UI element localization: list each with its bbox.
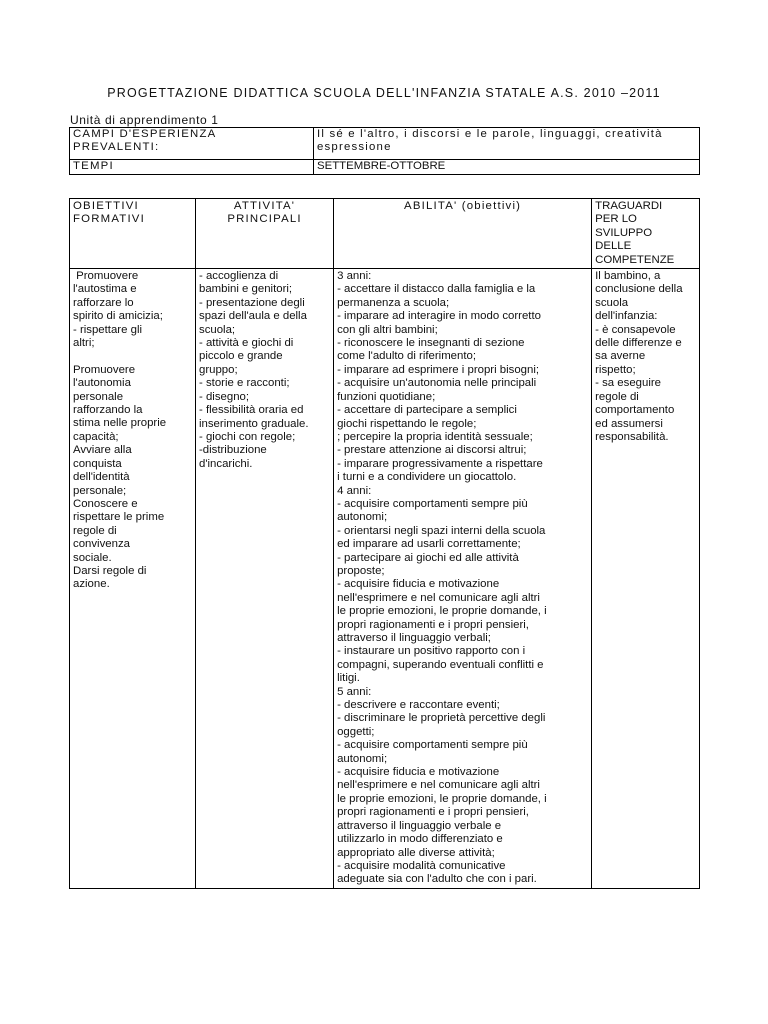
cell-line: dell'infanzia: [595,310,658,323]
cell-line: -distribuzione [199,444,267,457]
cell-line: delle differenze e [595,337,682,350]
cell-line: Conoscere e [73,497,138,510]
cell-line: azione. [73,578,110,591]
cell-line: rispettare le prime [73,511,165,524]
campi-label-line2: PREVALENTI: [73,141,160,154]
cell-line: l'autostima e [73,283,137,296]
document-title: PROGETTAZIONE DIDATTICA SCUOLA DELL'INFANZIA STATALE A.S. 2010 –2011 [107,86,661,100]
cell-line: autonomi; [337,511,388,524]
cell-line: l'autonomia [73,377,131,390]
cell-line: con gli altri bambini; [337,323,438,336]
header-attivita [196,199,334,269]
cell-line: - accettare il distacco dalla famiglia e la [337,283,536,296]
cell-line: gruppo; [199,363,238,376]
cell-line: - acquisire un'autonomia nelle principali [337,377,537,390]
cell-line: come l'adulto di riferimento; [337,350,477,363]
cell-line: stima nelle proprie [73,417,167,430]
cell-line: - partecipare ai giochi ed alle attività [337,551,519,564]
campi-value-cell [314,128,700,160]
main-table-header-row [70,199,700,269]
cell-line: oggetti; [337,725,375,738]
obiettivi-cell [70,269,196,889]
cell-line: - è consapevole [595,323,676,336]
cell-line: - flessibilità oraria ed [199,404,304,417]
cell-line: 5 anni: [337,685,372,698]
cell-line: regole di [73,524,117,537]
campi-value: Il sé e l'altro, i discorsi e le parole, linguaggi, creatività espressione [317,128,663,154]
cell-line: ed imparare ad usarli correttamente; [337,538,521,551]
cell-line: ; percepire la propria identità sessuale; [337,430,533,443]
cell-line: permanenza a scuola; [337,296,450,309]
cell-line: - rispettare gli [73,323,143,336]
cell-line: - acquisire comportamenti sempre più [337,497,528,510]
cell-line: - instaurare un positivo rapporto con i [337,645,526,658]
cell-line: personale; [73,484,127,497]
cell-line: propri ragionamenti e i propri pensieri, [337,806,529,819]
cell-line: - discriminare le proprietà percettive degli [337,712,546,725]
cell-line: convivenza [73,538,130,551]
tempi-value: SETTEMBRE-OTTOBRE [314,160,700,175]
cell-line: altri; [73,337,95,350]
cell-line: - acquisire comportamenti sempre più [337,739,528,752]
header-obiettivi-line2: FORMATIVI [73,213,145,226]
cell-line: attraverso il linguaggio verbali; [337,632,491,644]
cell-line: giochi rispettando le regole; [337,417,477,430]
main-table-body-row [70,269,700,889]
cell-line: capacità; [73,430,119,443]
cell-line: nell'esprimere e nel comunicare agli altri [337,779,540,792]
header-traguardi-line1: TRAGUARDI [595,200,663,212]
cell-line: d'incarichi. [199,457,253,470]
cell-line: - acquisire fiducia e motivazione [337,766,500,779]
cell-line: utilizzarlo in modo differenziato e [337,833,503,846]
cell-line: comportamento [595,404,675,417]
campi-label-cell [70,128,314,160]
header-traguardi-line2: PER LO [595,213,637,226]
cell-line: inserimento graduale. [199,417,309,430]
abilita-cell [334,269,592,889]
cell-line: compagni, superando eventuali conflitti e [337,658,544,671]
campi-row [70,128,700,160]
cell-line: 3 anni: [337,270,372,283]
cell-line: Il bambino, a [595,270,661,283]
cell-line: Promuovere [73,363,136,376]
cell-line: - presentazione degli [199,296,305,309]
cell-line: bambini e genitori; [199,283,293,296]
unit-label: Unità di apprendimento 1 [70,113,219,127]
cell-line: le proprie emozioni, le proprie domande, i [337,605,547,618]
header-abilita-text: ABILITA' (obiettivi) [404,200,522,212]
cell-line: - orientarsi negli spazi interni della scuola [337,524,546,537]
cell-line: - imparare progressivamente a rispettare [337,457,543,470]
cell-line: - descrivere e raccontare eventi; [337,699,500,712]
cell-line: - prestare attenzione ai discorsi altrui; [337,444,527,457]
cell-line: propri ragionamenti e i propri pensieri, [337,618,529,631]
cell-line: - imparare ad esprimere i propri bisogni; [337,363,540,376]
cell-line: - accettare di partecipare a semplici [337,404,517,417]
cell-line: - acquisire fiducia e motivazione [337,578,500,591]
cell-line: 4 anni: [337,484,372,497]
cell-line: piccolo e grande [199,350,283,363]
cell-line: responsabilità. [595,430,669,443]
cell-line: sa averne [595,350,646,363]
cell-line: spirito di amicizia; [73,310,163,323]
cell-line: - riconoscere le insegnanti di sezione [337,337,525,350]
header-table [69,127,700,175]
cell-line: nell'esprimere e nel comunicare agli altri [337,591,540,604]
cell-line: Promuovere [73,270,139,283]
cell-line: - disegno; [199,390,250,403]
header-obiettivi [70,199,196,269]
tempi-row [70,160,700,175]
main-table [69,198,700,889]
cell-line: - accoglienza di [199,270,279,283]
cell-line: autonomi; [337,752,388,765]
header-abilita [334,199,592,269]
cell-line: Darsi regole di [73,564,147,577]
cell-line: sociale. [73,551,112,564]
campi-label-line1: CAMPI D'ESPERIENZA [73,128,217,140]
cell-line: appropriato alle diverse attività; [337,846,495,859]
header-traguardi-line4: DELLE [595,240,632,253]
cell-line: - imparare ad interagire in modo corretto [337,310,541,323]
attivita-cell [196,269,334,889]
cell-line: attraverso il linguaggio verbale e [337,819,502,832]
cell-line: Avviare alla [73,444,132,457]
cell-line: i turni e a condividere un giocattolo. [337,471,517,484]
header-traguardi-line5: COMPETENZE [595,253,675,266]
cell-line: regole di [595,390,639,403]
cell-line: ed assumersi [595,417,663,430]
cell-line: le proprie emozioni, le proprie domande, i [337,792,547,805]
cell-line: rafforzando la [73,404,143,417]
cell-line: funzioni quotidiane; [337,390,436,403]
cell-line: - attività e giochi di [199,337,294,350]
header-obiettivi-line1: OBIETTIVI [73,200,139,212]
cell-line [73,350,192,363]
cell-line: conquista [73,457,122,470]
cell-line: rafforzare lo [73,296,134,309]
cell-line: - acquisire modalità comunicative [337,859,506,872]
traguardi-cell [592,269,700,889]
cell-line: litigi. [337,672,360,685]
cell-line: proposte; [337,564,385,577]
cell-line: adeguate sia con l'adulto che con i pari. [337,873,537,886]
cell-line: - sa eseguire [595,377,661,390]
cell-line: dell'identità [73,471,130,484]
cell-line: scuola [595,296,629,309]
cell-line: personale [73,390,124,403]
cell-line: - storie e racconti; [199,377,290,390]
header-traguardi-line3: SVILUPPO [595,226,653,239]
header-traguardi [592,199,700,269]
header-attivita-line2: PRINCIPALI [227,213,302,226]
header-attivita-line1: ATTIVITA' [233,200,296,212]
cell-line: spazi dell'aula e della [199,310,307,323]
cell-line: conclusione della [595,283,683,296]
cell-line: scuola; [199,323,236,336]
cell-line: - giochi con regole; [199,430,296,443]
tempi-label: TEMPI [70,160,314,175]
cell-line: rispetto; [595,363,636,376]
